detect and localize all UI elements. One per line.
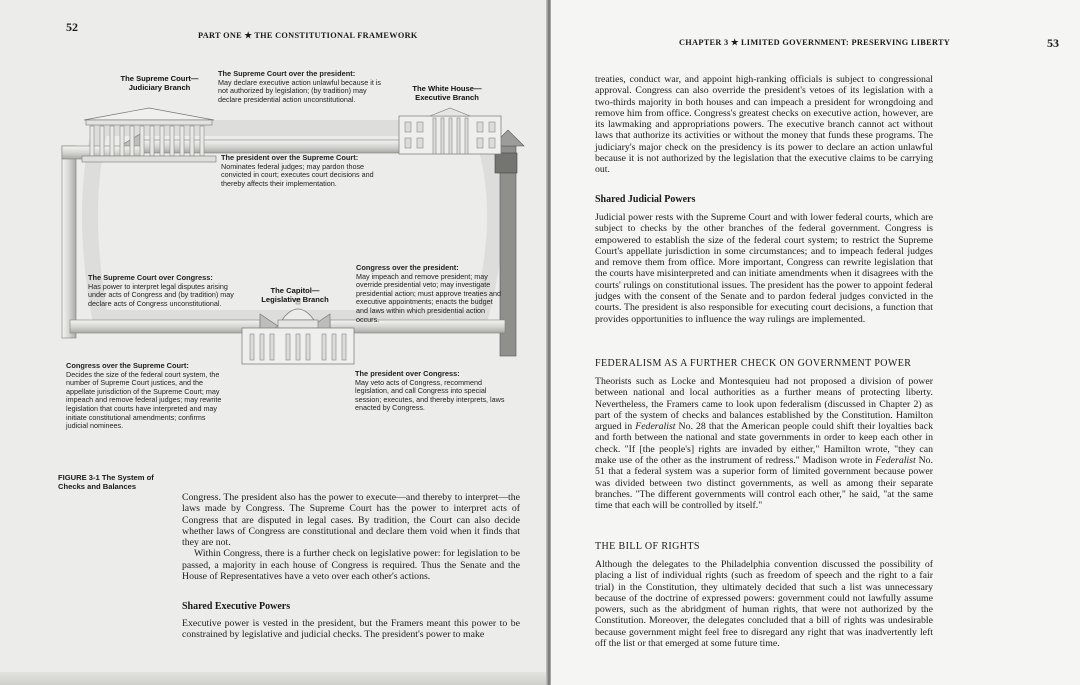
- president-over-congress-text: May veto acts of Congress, recommend legislation, and call Congress into special session; executes, and thereby interprets, laws enacted by Congress.: [355, 377, 505, 413]
- court-over-president-title: The Supreme Court over the president:: [218, 69, 356, 78]
- court-over-congress-title: The Supreme Court over Congress:: [88, 273, 213, 282]
- right-page: [551, 0, 1080, 685]
- figure-caption-line1: FIGURE 3-1 The System of: [58, 473, 154, 482]
- president-over-congress-title: The president over Congress:: [355, 369, 460, 378]
- figure-caption-line2: Checks and Balances: [58, 482, 137, 491]
- page-number-right: 53: [1047, 36, 1059, 50]
- shared-executive-powers-heading: Shared Executive Powers: [182, 601, 291, 612]
- judiciary-branch-label: [112, 74, 207, 92]
- congress-over-president-title: Congress over the president:: [356, 263, 459, 272]
- executive-label-line1: The White House—: [412, 84, 482, 93]
- judiciary-label-line1: The Supreme Court—: [120, 74, 199, 83]
- executive-branch-label: [402, 84, 492, 102]
- checks-and-balances-figure: [40, 58, 540, 448]
- judicial-powers-text: Judicial power rests with the Supreme Court and with lower federal courts, which are subject to checks by the other branches of the federal government. Congress is empowered to establish the size of the federal court system; to restrict the Supreme Court's appellate jurisdiction in some circumstances; and to impeach federal judges and remove them from office. More important, Congress can rewrite legislation that the courts have misinterpreted and can initiate amendments when it disagrees with the courts' rulings on constitutional issues. The president has the power to appoint federal judges with the consent of the Senate and to pardon federal judges convicted in the courts. The president is also responsible for executing court decisions, a function that provides opportunities to influence the way rulings are implemented.: [595, 212, 933, 325]
- shared-judicial-powers-heading: Shared Judicial Powers: [595, 194, 696, 205]
- running-head-left: PART ONE ★ THE CONSTITUTIONAL FRAMEWORK: [198, 31, 418, 40]
- page-number-left: 52: [66, 20, 78, 34]
- federalism-text-part1: Theorists such as Locke and Montesquieu had not proposed a division of power between national and local authorities as a further means of protecting liberty. Nevertheless, the Framers came to look upon federalism (discussed in Chapter 2) as part of the system of checks and balances established by the Constitution. Hamilton argued in: [595, 376, 933, 433]
- legislative-branch-label: [250, 286, 340, 304]
- left-body-text: [182, 492, 520, 582]
- federalism-heading: FEDERALISM AS A FURTHER CHECK ON GOVERNMENT POWER: [595, 358, 912, 369]
- congress-over-court-text: Decides the size of the federal court system, the number of Supreme Court justices, and the appellate jurisdiction of the Supreme Court; may impeach and remove federal judges; may rewrite legislation that courts have interpreted and may initiate constitutional amendments; confirms judicial nominees.: [66, 369, 222, 431]
- federalist-title-1: Federalist: [635, 421, 676, 433]
- congress-over-court: [66, 362, 226, 431]
- president-over-congress: [355, 370, 505, 413]
- president-over-court: [221, 154, 393, 188]
- judiciary-label-line2: Judiciary Branch: [128, 83, 191, 92]
- federalism-text-part3: No. 51 that a federal system was a superior form of limited government because power was divided between two distinct governments, as well as among their separate branches. "The different governments will control each other," he said, "at the same time that each will be controlled by itself.": [595, 455, 933, 512]
- supreme-court-building: [74, 106, 224, 166]
- left-paragraph-2: Within Congress, there is a further check on legislative power: for legislation to be passed, a majority in each house of Congress is required. Thus the Senate and the House of Representatives have a veto over each other's actions.: [182, 548, 520, 583]
- figure-caption: [58, 473, 168, 491]
- right-opening-text: treaties, conduct war, and appoint high-ranking officials is subject to congressional approval. Congress can also override the president's vetoes of its legislation with a two-thirds majority in both houses and can impeach a president for wrongdoing and remove him from office. Congress's greatest checks on executive action, however, are its lawmaking and appropriations powers. The executive branch cannot act without laws that authorize its activities or without the money that funds these programs. The judiciary's major check on the presidency is its power to declare an action unlawful because it is not authorized by the legislation that the executive claims to be carrying out.: [595, 74, 933, 176]
- court-over-president-text: May declare executive action unlawful because it is not authorized by legislation; (by tradition) may declare presidential action unconstitutional.: [218, 77, 382, 104]
- bill-of-rights-heading: THE BILL OF RIGHTS: [595, 541, 700, 552]
- court-over-president: [218, 70, 390, 104]
- federalism-text: [595, 376, 933, 512]
- congress-over-court-title: Congress over the Supreme Court:: [66, 361, 189, 370]
- page-bottom-shadow: [0, 672, 548, 685]
- bill-of-rights-text: Although the delegates to the Philadelphia convention discussed the possibility of placing a list of individual rights (such as freedom of speech and the right to a fair trial) in the Constitution, they ultimately decided that such a list was unnecessary because of the doctrine of expressed powers: government could not lawfully assume powers, such as the abridgment of human rights, that were not authorized by the Constitution. Moreover, the delegates concluded that a bill of rights was undesirable because government might feel free to disregard any right that was inadvertently left off the list or that emerged at some future time.: [595, 559, 933, 650]
- left-paragraph-1: Congress. The president also has the power to execute—and thereby to interpret—the laws made by Congress. The Supreme Court has the power to interpret acts of Congress that are disputed in legal cases. By tradition, the Court can also decide whether laws of Congress are constitutional and declare them void when it finds that they are not.: [182, 492, 520, 549]
- federalism-text-part2: No. 28 that the American people could shift their loyalties back and forth between the national and state governments in order to keep each other in check. "If [the people's] rights are invaded by either," Hamilton wrote, "they can make use of the other as the instrument of redress." Madison wrote in: [595, 421, 934, 467]
- congress-over-president-text: May impeach and remove president; may override presidential veto; may investigate presidential action; must approve treaties and executive appointments; enacts the budget and laws within which presidential action occurs.: [356, 271, 502, 324]
- federalist-title-2: Federalist: [875, 455, 916, 467]
- capitol-building: [238, 298, 358, 370]
- executive-powers-text: Executive power is vested in the president, but the Framers meant this power to be constrained by legislative and judicial checks. The president's power to make: [182, 618, 520, 641]
- president-over-court-text: Nominates federal judges; may pardon those convicted in court; executes court decisions and thereby affects their implementation.: [221, 161, 374, 188]
- court-over-congress-text: Has power to interpret legal disputes arising under acts of Congress and (by tradition) may declare acts of Congress unconstitutional.: [88, 281, 234, 308]
- president-over-court-title: The president over the Supreme Court:: [221, 153, 359, 162]
- running-head-right: CHAPTER 3 ★ LIMITED GOVERNMENT: PRESERVING LIBERTY: [679, 38, 951, 47]
- legislative-label-line2: Legislative Branch: [261, 295, 329, 304]
- legislative-label-line1: The Capitol—: [270, 286, 320, 295]
- court-over-congress: [88, 274, 238, 308]
- white-house-building: [395, 106, 505, 158]
- executive-label-line2: Executive Branch: [415, 93, 479, 102]
- congress-over-president: [356, 264, 506, 324]
